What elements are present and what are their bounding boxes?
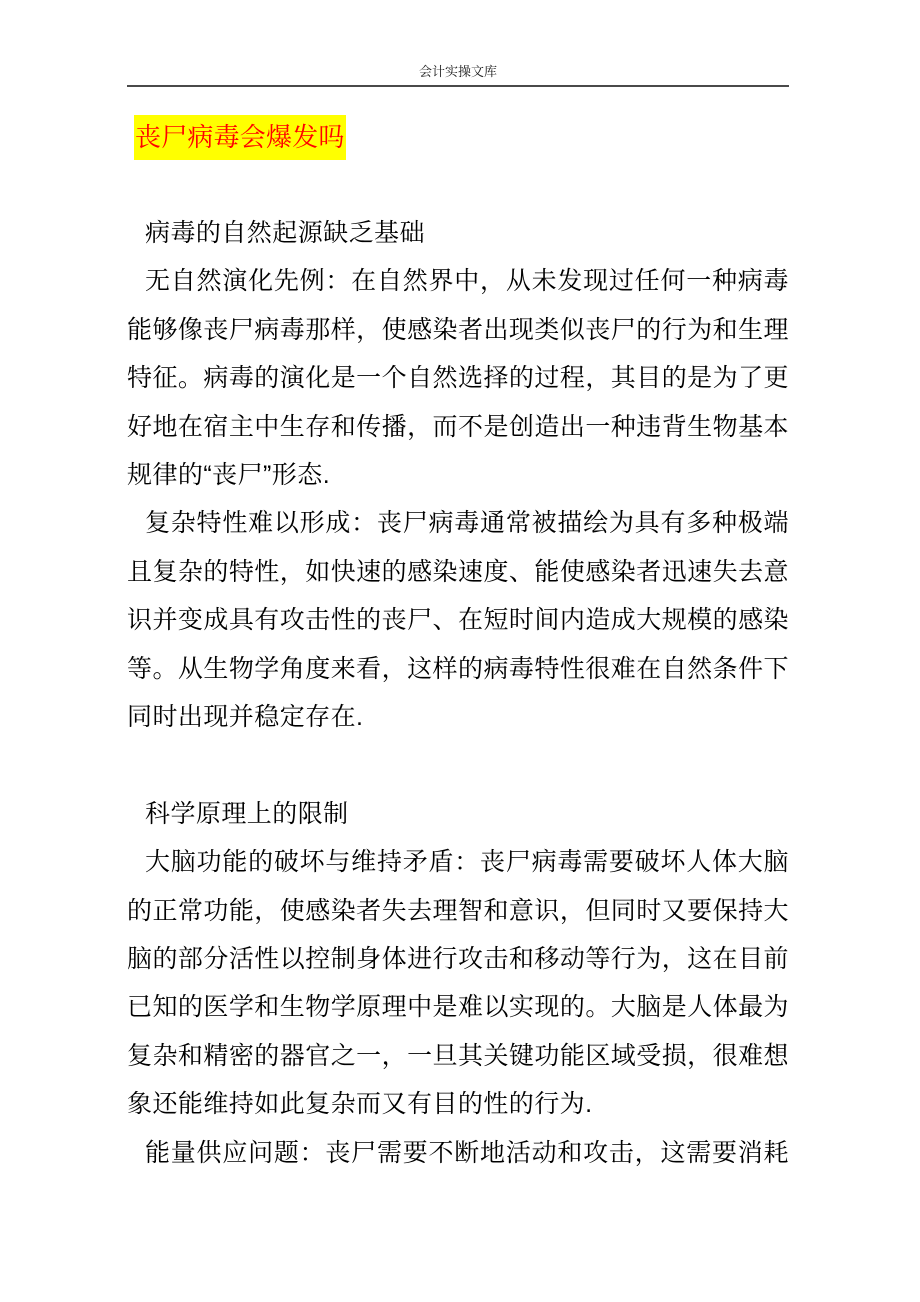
text-line: 脑的部分活性以控制身体进行攻击和移动等行为，这在目前	[127, 945, 789, 974]
text-line: 的正常功能，使感染者失去理智和意识，但同时又要保持大	[127, 896, 789, 925]
text-line: 特征。病毒的演化是一个自然选择的过程，其目的是为了更	[127, 364, 789, 393]
text-line: 能量供应问题：丧尸需要不断地活动和攻击，这需要消耗	[145, 1138, 789, 1167]
document-content	[127, 115, 789, 1177]
text-line: 能够像丧尸病毒那样，使感染者出现类似丧尸的行为和生理	[127, 315, 789, 344]
text-line: 象还能维持如此复杂而又有目的性的行为.	[127, 1090, 593, 1119]
text-line: 好地在宿主中生存和传播，而不是创造出一种违背生物基本	[127, 412, 789, 441]
text-line: 大脑功能的破坏与维持矛盾：丧尸病毒需要破坏人体大脑	[145, 848, 789, 877]
document-body	[127, 209, 789, 1177]
section-heading: 科学原理上的限制	[145, 799, 349, 828]
text-line: 且复杂的特性，如快速的感染速度、能使感染者迅速失去意	[127, 557, 789, 586]
text-line: 复杂和精密的器官之一，一旦其关键功能区域受损，很难想	[127, 1041, 789, 1070]
text-line: 已知的医学和生物学原理中是难以实现的。大脑是人体最为	[127, 993, 789, 1022]
text-line: 无自然演化先例：在自然界中，从未发现过任何一种病毒	[145, 267, 789, 296]
text-line: 识并变成具有攻击性的丧尸、在短时间内造成大规模的感染	[127, 606, 789, 635]
text-line: 复杂特性难以形成：丧尸病毒通常被描绘为具有多种极端	[145, 509, 789, 538]
text-line: 规律的“丧尸”形态.	[127, 461, 331, 490]
blank-line	[127, 741, 789, 789]
document-title	[127, 115, 789, 160]
title-highlight: 丧尸病毒会爆发吗	[134, 115, 346, 160]
section-heading: 病毒的自然起源缺乏基础	[145, 219, 425, 247]
text-line: 同时出现并稳定存在.	[127, 703, 364, 732]
header-rule	[127, 64, 789, 87]
text-line: 等。从生物学角度来看，这样的病毒特性很难在自然条件下	[127, 654, 789, 683]
page-header	[127, 0, 789, 87]
header-label: 会计实操文库	[418, 64, 497, 79]
